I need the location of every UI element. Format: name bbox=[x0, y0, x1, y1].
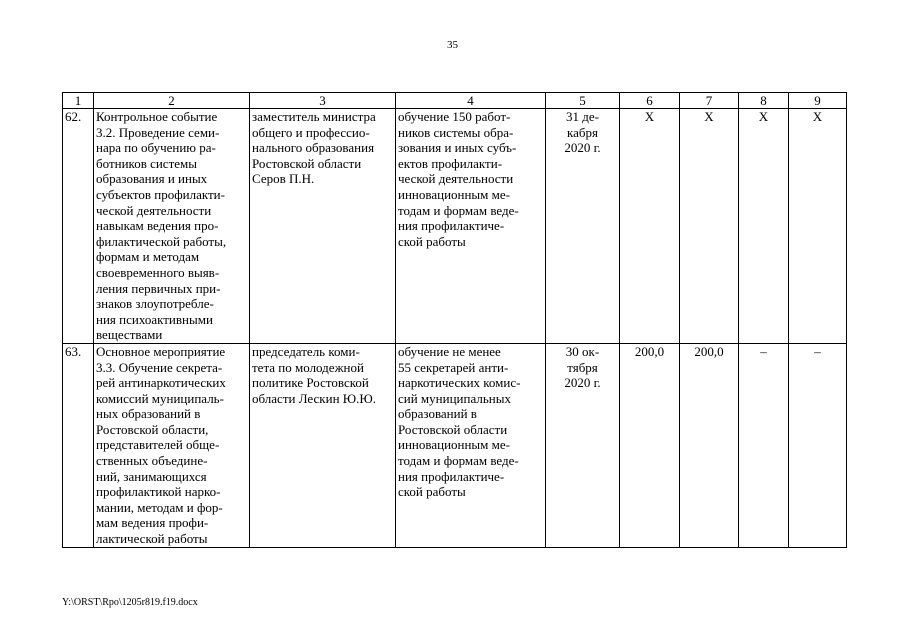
responsible-person: заместитель министра общего и профессио- нального образования Ростовской области Серов П.Н. bbox=[250, 109, 396, 344]
column-7-value: 200,0 bbox=[680, 343, 739, 547]
column-9-value: – bbox=[789, 343, 847, 547]
column-6-value: X bbox=[620, 109, 680, 344]
column-9-value: X bbox=[789, 109, 847, 344]
header-cell-6: 6 bbox=[620, 93, 680, 109]
page-number: 35 bbox=[447, 39, 458, 51]
file-path-footer: Y:\ORST\Rpo\1205r819.f19.docx bbox=[62, 597, 198, 608]
column-7-value: X bbox=[680, 109, 739, 344]
column-8-value: – bbox=[739, 343, 789, 547]
column-6-value: 200,0 bbox=[620, 343, 680, 547]
deadline-date: 31 де- кабря 2020 г. bbox=[546, 109, 620, 344]
row-number: 63. bbox=[63, 343, 94, 547]
responsible-person: председатель коми- тета по молодежной политике Ростовской области Лескин Ю.Ю. bbox=[250, 343, 396, 547]
header-cell-9: 9 bbox=[789, 93, 847, 109]
column-8-value: X bbox=[739, 109, 789, 344]
header-cell-1: 1 bbox=[63, 93, 94, 109]
table-header-row bbox=[63, 93, 847, 109]
event-name: Контрольное событие 3.2. Проведение семи- нара по обучению ра- ботников системы образования и иных субъектов профилакти- ческой деятельности навыкам ведения про- филактической работы, формам и методам своевременного выяв- ления первичных при- знаков злоупотребле- ния психоактивными веществами bbox=[94, 109, 250, 344]
event-name: Основное мероприятие 3.3. Обучение секрета- рей антинаркотических комиссий муниципаль- ных образований в Ростовской области, представителей обще- ственных объедине- ний, занимающихся профилактикой нарко- мании, методам и фор- мам ведения профи- лактической работы bbox=[94, 343, 250, 547]
header-cell-8: 8 bbox=[739, 93, 789, 109]
header-cell-3: 3 bbox=[250, 93, 396, 109]
row-number: 62. bbox=[63, 109, 94, 344]
plan-table bbox=[62, 92, 847, 548]
table-row bbox=[63, 343, 847, 547]
header-cell-2: 2 bbox=[94, 93, 250, 109]
table-row bbox=[63, 109, 847, 344]
header-cell-5: 5 bbox=[546, 93, 620, 109]
deadline-date: 30 ок- тября 2020 г. bbox=[546, 343, 620, 547]
expected-result: обучение не менее 55 секретарей анти- наркотических комис- сий муниципальных образований в Ростовской области инновационным ме- тодам и формам веде- ния профилактиче- ской работы bbox=[396, 343, 546, 547]
expected-result: обучение 150 работ- ников системы обра- зования и иных субъ- ектов профилакти- ческой деятельности инновационным ме- тодам и формам веде- ния профилактиче- ской работы bbox=[396, 109, 546, 344]
header-cell-4: 4 bbox=[396, 93, 546, 109]
header-cell-7: 7 bbox=[680, 93, 739, 109]
